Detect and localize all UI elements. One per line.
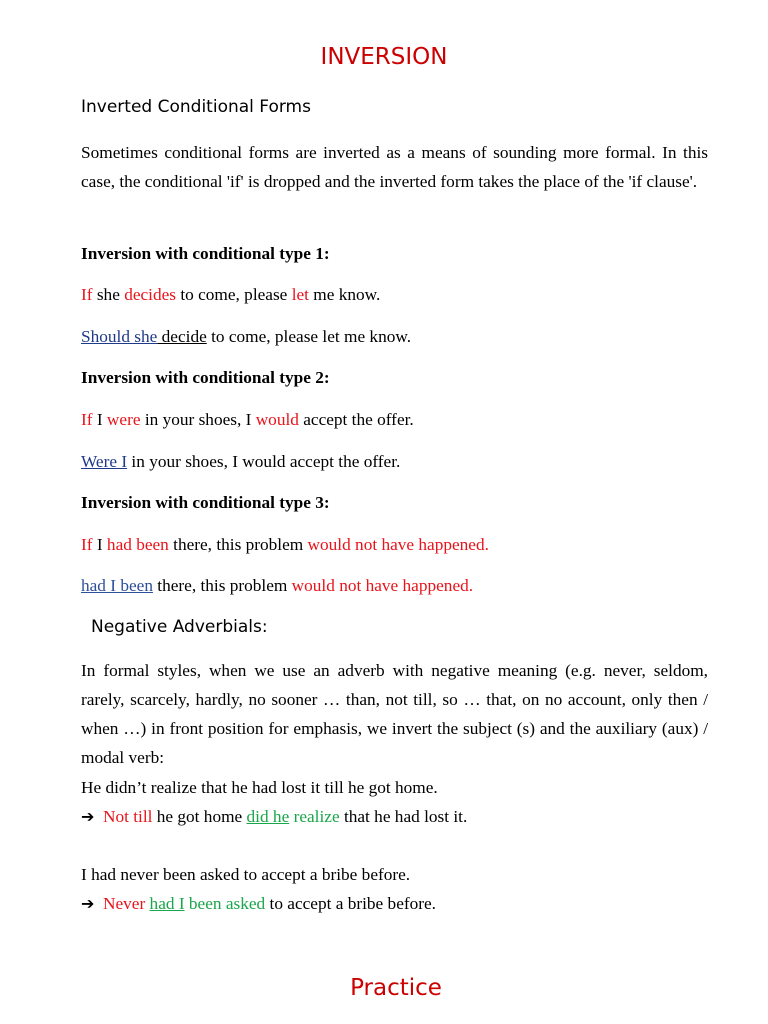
plain-text: he got home [152, 807, 247, 826]
negative-adverbial: Never [103, 894, 146, 913]
inverted-phrase: had I been [81, 576, 153, 595]
section-heading-negative-adverbials: Negative Adverbials: [91, 617, 268, 637]
plain-text: there, this problem [152, 576, 292, 595]
plain-text: to come, please let me know. [206, 327, 412, 346]
highlight-verb: would not have happened. [291, 576, 474, 595]
plain-text: to accept a bribe before. [265, 894, 436, 913]
plain-text: there, this problem [168, 535, 308, 554]
example1-inverted [81, 802, 708, 831]
page-title: INVERSION [320, 44, 448, 70]
type3-example-if [81, 530, 708, 559]
type1-heading: Inversion with conditional type 1: [81, 244, 330, 263]
plain-text: she [92, 285, 125, 304]
inverted-verb: decide [157, 327, 207, 346]
example2-inverted [81, 889, 708, 918]
highlight-verb: were [106, 410, 141, 429]
highlight-verb: let [291, 285, 309, 304]
example2-original: I had never been asked to accept a bribe before. [81, 865, 411, 884]
negative-adverbials-paragraph: In formal styles, when we use an adverb with negative meaning (e.g. never, seldom, rarely, scarcely, hardly, no sooner … than, not till, so … that, on no account, only then / when …) in front position for emphasis, we invert the subject (s) and the auxiliary (aux) / modal verb: [81, 661, 708, 767]
type2-heading: Inversion with conditional type 2: [81, 368, 330, 387]
highlight-if: If [81, 285, 93, 304]
plain-text: I [92, 410, 107, 429]
plain-text: I [92, 535, 107, 554]
plain-text: in your shoes, I would accept the offer. [127, 452, 401, 471]
section-heading-inverted-conditional: Inverted Conditional Forms [81, 97, 311, 117]
highlight-if: If [81, 410, 93, 429]
inverted-phrase: Were I [81, 452, 128, 471]
arrow-right-icon: ➔ [81, 894, 95, 913]
main-verb: been asked [188, 894, 266, 913]
type1-example-inverted [81, 322, 708, 351]
negative-adverbial: Not till [103, 807, 153, 826]
inverted-phrase: Should she [81, 327, 158, 346]
plain-text: in your shoes, I [140, 410, 256, 429]
main-verb: realize [293, 807, 340, 826]
type2-example-if [81, 405, 708, 434]
plain-text: accept the offer. [298, 410, 414, 429]
intro-paragraph: Sometimes conditional forms are inverted as a means of sounding more formal. In this case, the conditional 'if' is dropped and the inverted form takes the place of the 'if clause'. [81, 143, 708, 191]
highlight-if: If [81, 535, 93, 554]
type3-example-inverted [81, 571, 708, 600]
inverted-aux-subject: did he [246, 807, 290, 826]
plain-text: that he had lost it. [339, 807, 468, 826]
plain-text: to come, please [176, 285, 292, 304]
plain-text: me know. [308, 285, 381, 304]
practice-heading: Practice [350, 975, 442, 1001]
highlight-verb: decides [124, 285, 177, 304]
highlight-verb: would [255, 410, 299, 429]
highlight-verb: would not have happened. [307, 535, 489, 554]
type3-heading: Inversion with conditional type 3: [81, 493, 330, 512]
type1-example-if [81, 280, 708, 309]
type2-example-inverted [81, 447, 708, 476]
arrow-right-icon: ➔ [81, 807, 95, 826]
highlight-verb: had been [106, 535, 169, 554]
example1-original: He didn’t realize that he had lost it till he got home. [81, 778, 438, 797]
inverted-aux-subject: had I [149, 894, 185, 913]
